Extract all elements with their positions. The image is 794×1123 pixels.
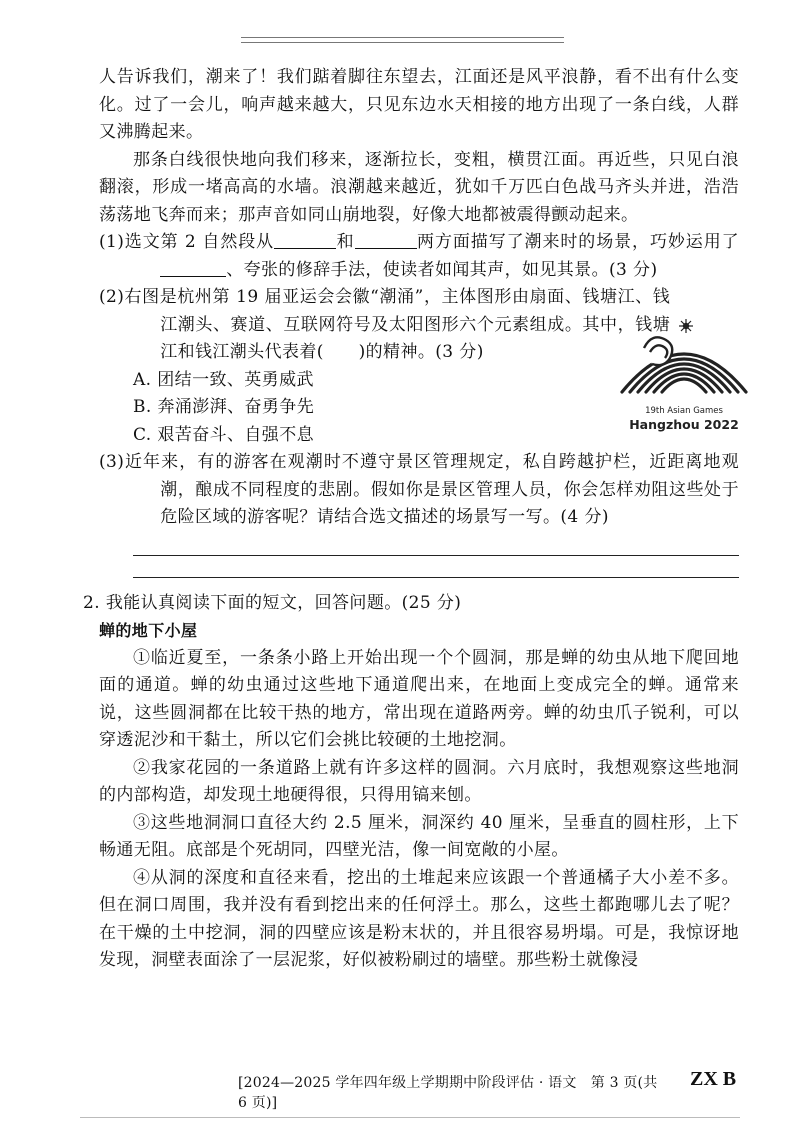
answer-blank-1[interactable] [274, 230, 336, 249]
bottom-edge-rule [80, 1117, 740, 1118]
article-paragraph-3: ③这些地洞洞口直径大约 2.5 厘米，洞深约 40 厘米，呈垂直的圆柱形，上下畅通无阻。底部是个死胡同，四壁光洁，像一间宽敞的小屋。 [99, 812, 739, 860]
section-2-heading: 2. 我能认真阅读下面的短文，回答问题。(25 分) [83, 592, 462, 613]
question-1: (1)选文第 2 自然段从 和 两方面描写了潮来时的场景，巧妙运用了、夸张的修辞手法，使读者如闻其声，如见其景。(3 分) [99, 232, 740, 280]
passage-paragraph-2: 那条白线很快地向我们移来，逐渐拉长，变粗，横贯江面。再近些，只见白浪翻滚，形成一堵高高的水墙。浪潮越来越近，犹如千万匹白色战马齐头并进，浩浩荡荡地飞奔而来；那声音如同山崩地裂，好像大地都被震得颤动起来。 [99, 149, 739, 225]
asian-games-emblem [614, 318, 754, 438]
question-2: (2)右图是杭州第 19 届亚运会会徽“潮涌”，主体图形由扇面、钱塘江、钱江潮头、赛道、互联网符号及太阳图形六个元素组成。其中，钱塘江和钱江潮头代表着( )的精神。(3 分) [99, 287, 671, 362]
emblem-caption-2: Hangzhou 2022 [629, 417, 739, 432]
article-paragraph-4: ④从洞的深度和直径来看，挖出的土堆起来应该跟一个普通橘子大小差不多。但在洞口周围，我并没有看到挖出来的任何浮土。那么，这些土都跑哪儿去了呢？在干燥的土中挖洞，洞的四壁应该是粉末状的，并且很容易坍塌。可是，我惊讶地发现，洞壁表面涂了一层泥浆，好似被粉刷过的墙壁。那些粉土就像浸 [99, 867, 739, 970]
answer-blank-3[interactable] [160, 258, 226, 277]
tide-head-icon [644, 337, 672, 365]
answer-blank-2[interactable] [355, 230, 417, 249]
fan-waves-icon [622, 354, 746, 392]
option-a[interactable]: A. 团结一致、英勇威武 [133, 369, 314, 390]
article-paragraph-1: ①临近夏至，一条条小路上开始出现一个个圆洞，那是蝉的幼虫从地下爬回地面的通道。蝉的幼虫通过这些地下通道爬出来，在地面上变成完全的蝉。通常来说，这些圆洞都在比较干热的地方，常出现在道路两旁。蝉的幼虫爪子锐利，可以穿透泥沙和干黏土，所以它们会挑比较硬的土地挖洞。 [99, 647, 739, 750]
paper-code: ZX B [690, 1068, 737, 1090]
passage-paragraph-1: 人告诉我们，潮来了！我们踮着脚往东望去，江面还是风平浪静，看不出有什么变化。过了一会儿，响声越来越大，只见东边水天相接的地方出现了一条白线，人群又沸腾起来。 [99, 67, 739, 142]
answer-line-2[interactable] [133, 556, 739, 578]
header-rule [241, 37, 564, 43]
emblem-caption-1: 19th Asian Games [645, 406, 723, 416]
article-paragraph-2: ②我家花园的一条道路上就有许多这样的圆洞。六月底时，我想观察这些地洞的内部构造，却发现土地硬得很，只得用镐来刨。 [99, 757, 739, 805]
sun-icon [679, 319, 693, 333]
page-content [83, 64, 740, 975]
section-2 [83, 590, 739, 618]
answer-line-1[interactable] [133, 534, 739, 556]
question-3: (3)近年来，有的游客在观潮时不遵守景区管理规定，私自跨越护栏，近距离地观潮，酿成不同程度的悲剧。假如你是景区管理人员，你会怎样劝阻这些处于危险区域的游客呢？请结合选文描述的场景写一写。(4 分) [99, 452, 739, 527]
option-b[interactable]: B. 奔涌澎湃、奋勇争先 [133, 397, 315, 417]
page-footer: [2024—2025 学年四年级上学期期中阶段评估 · 语文 第 3 页(共 6 页)] [238, 1075, 658, 1111]
emblem-graphic [614, 318, 754, 408]
option-c[interactable]: C. 艰苦奋斗、自强不息 [133, 424, 315, 445]
article-title: 蝉的地下小屋 [99, 621, 198, 640]
